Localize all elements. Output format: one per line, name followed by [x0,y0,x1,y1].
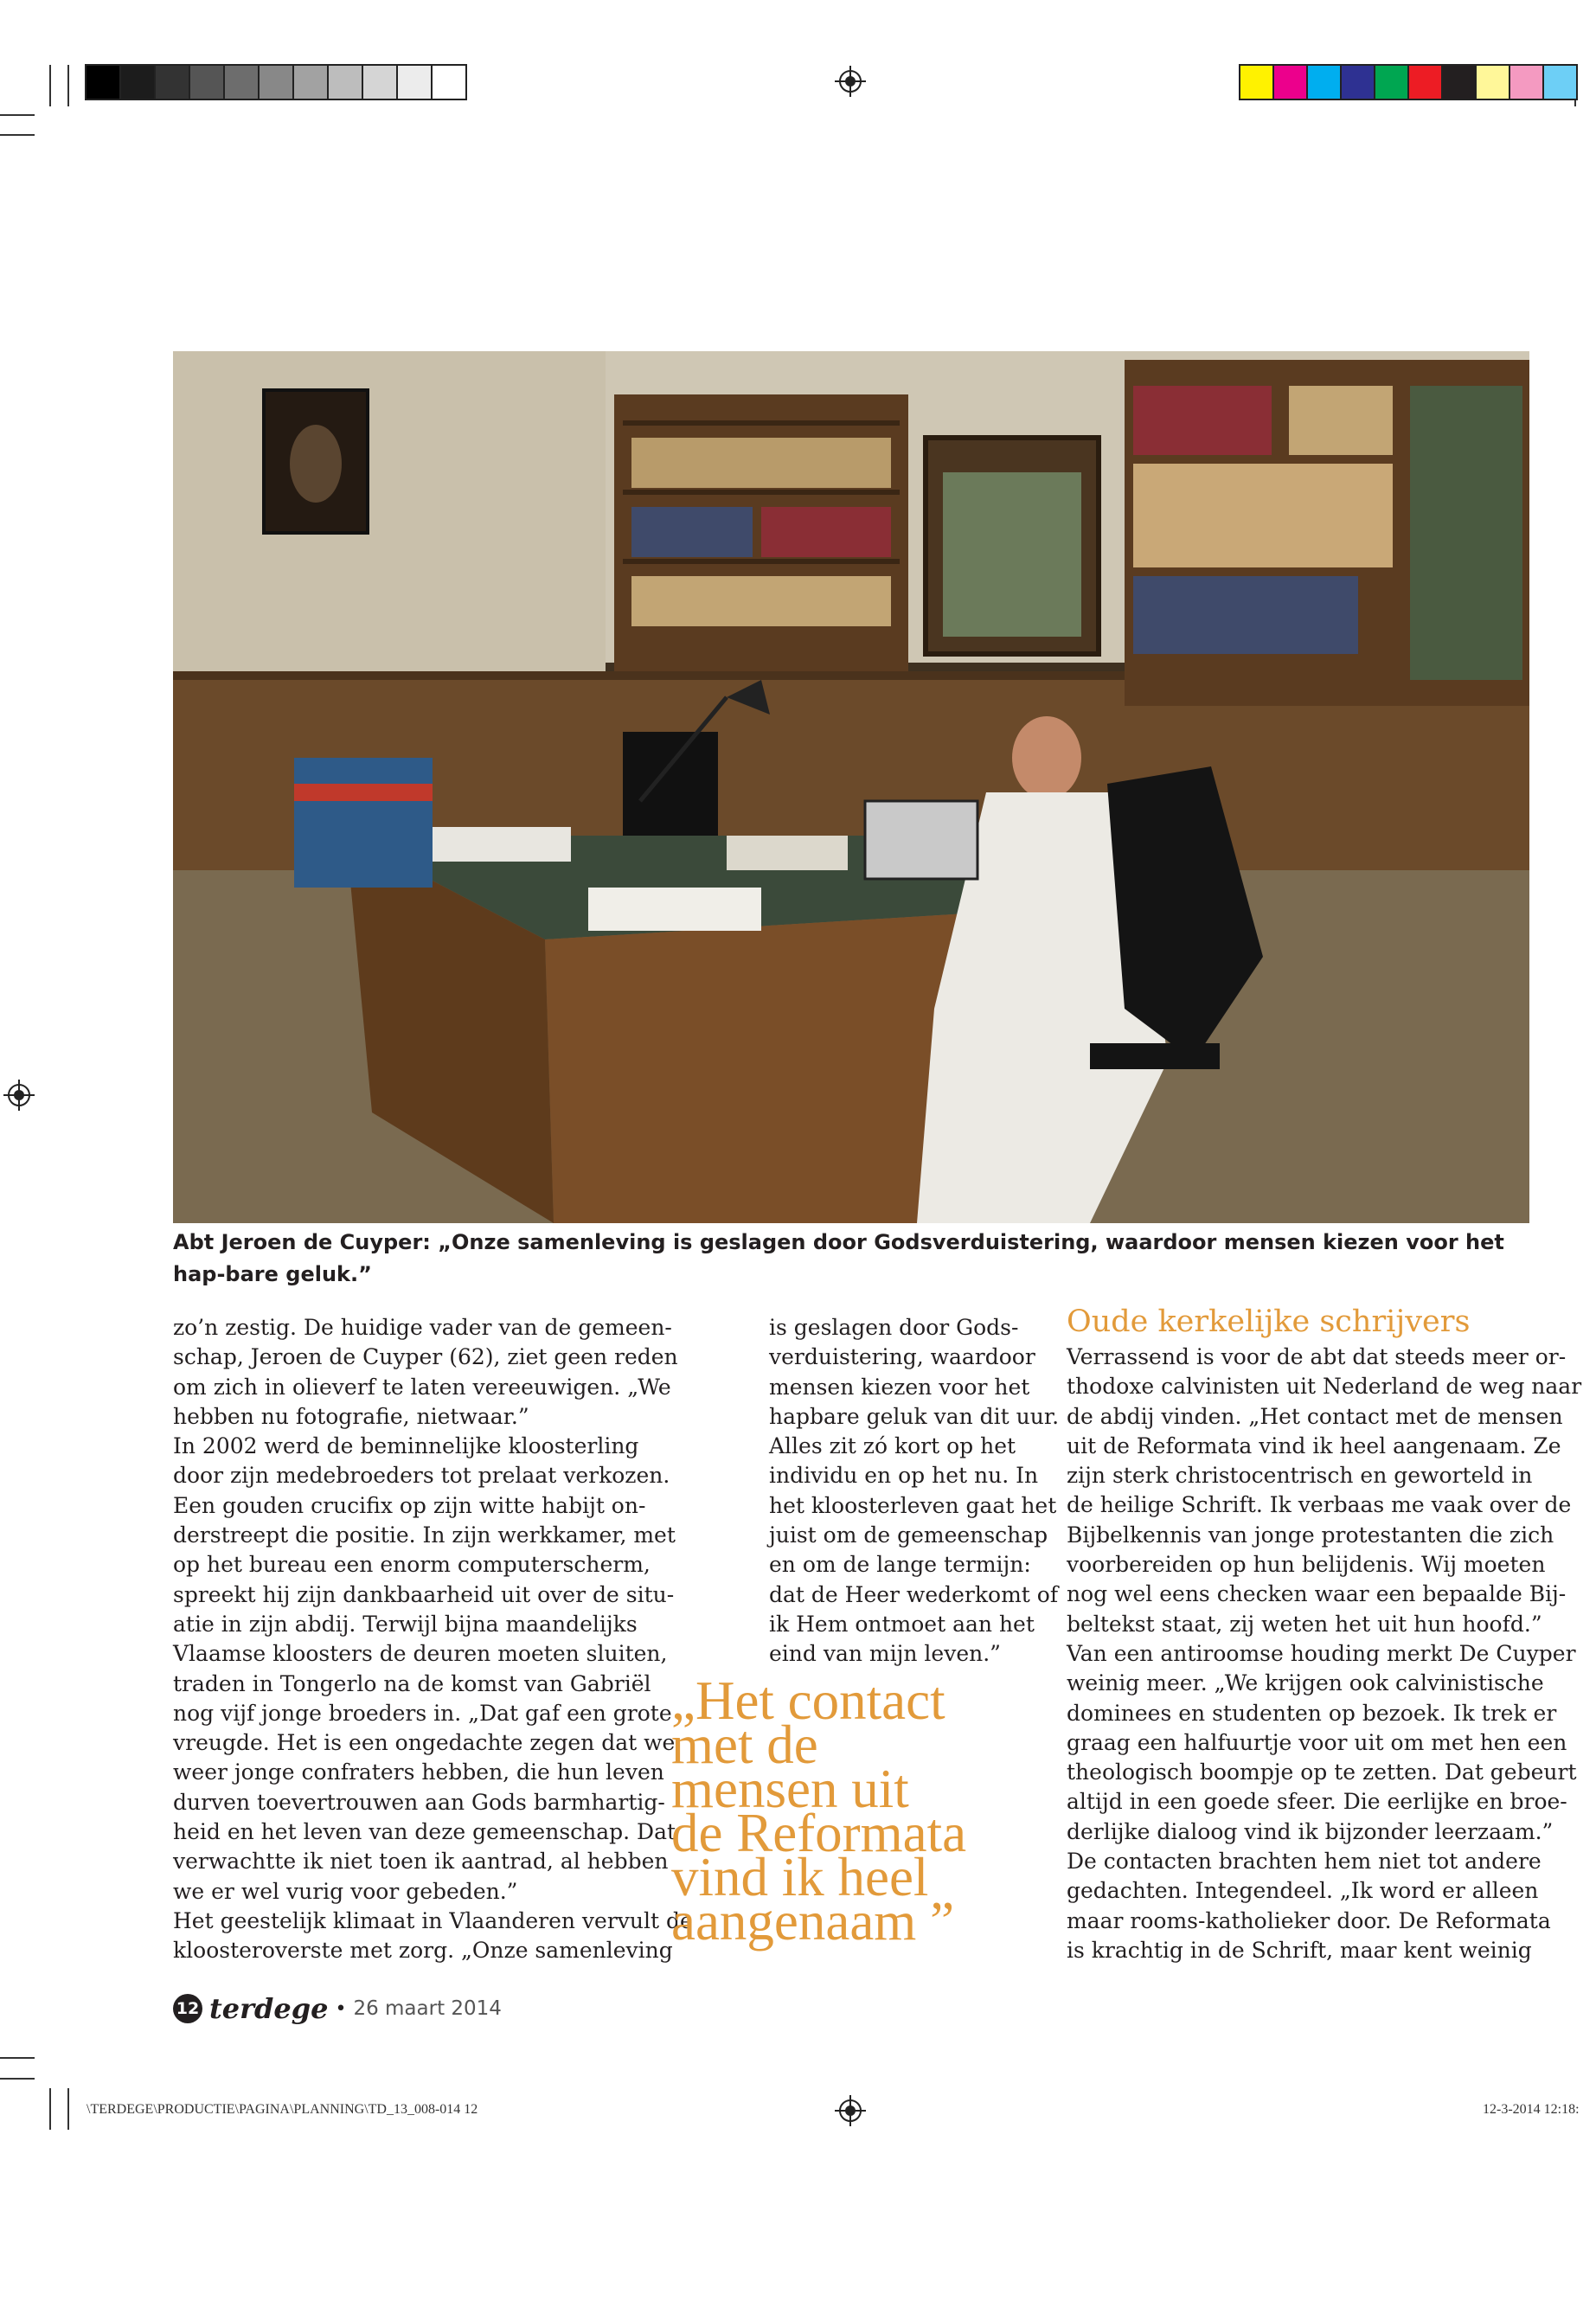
file-path-slug: \TERDEGE\PRODUCTIE\PAGINA\PLANNING\TD_13_008-014 12 [87,2102,478,2117]
body-text-line: hebben nu fotografie, nietwaar.” [173,1403,529,1429]
registration-mark-left [3,1080,35,1111]
crop-mark-top-left-v2 [67,65,69,106]
crop-mark-bottom-left-v1 [49,2088,51,2130]
body-text-line: Alles zit zó kort op het [769,1433,1016,1459]
crop-mark-top-left-v1 [49,65,51,106]
color-swatch [1544,66,1576,99]
registration-mark-bottom [835,2095,866,2126]
body-text-line: durven toevertrouwen aan Gods barmhartig- [173,1789,665,1815]
article-column-1 [173,1313,693,1966]
body-text-line: eind van mijn leven.” [769,1641,1001,1667]
page-footer [173,1992,502,2025]
body-text-line: dominees en studenten op bezoek. Ik trek er [1067,1700,1557,1726]
body-text-line: schap, Jeroen de Cuyper (62), ziet geen reden [173,1344,678,1370]
pull-quote-line: met de [671,1715,818,1775]
article-column-3 [1067,1343,1582,1965]
body-text-line: Bijbelkennis van jonge protestanten die zich [1067,1522,1554,1548]
pull-quote [671,1670,967,1952]
article-column-2 [769,1313,1060,1670]
body-text-line: is krachtig in de Schrift, maar kent weinig [1067,1937,1532,1963]
body-text-line: we er wel vurig voor gebeden.” [173,1878,518,1904]
registration-mark-top [835,66,866,97]
color-swatch [1274,66,1308,99]
color-swatch [1409,66,1443,99]
body-text-line: atie in zijn abdij. Terwijl bijna maandelijks [173,1611,638,1637]
magazine-logo: terdege [209,1992,329,2025]
color-swatch [1308,66,1342,99]
body-text-line: Vlaamse kloosters de deuren moeten sluiten, [173,1641,668,1667]
body-text-line: verduistering, waardoor [769,1344,1035,1370]
body-text-line: vreugde. Het is een ongedachte zegen dat we [173,1730,676,1756]
issue-date: 26 maart 2014 [353,1997,502,2020]
body-text-line: spreekt hij zijn dankbaarheid uit over de situ- [173,1581,675,1607]
body-text-line: gedachten. Integendeel. „Ik word er alleen [1067,1878,1539,1904]
body-text-line: weer jonge confraters hebben, die hun leven [173,1759,664,1785]
crop-mark-bottom-left-h2 [0,2078,35,2080]
body-text-line: Het geestelijk klimaat in Vlaanderen vervult de [173,1907,693,1933]
body-text-line: heid en het leven van deze gemeenschap. Dat [173,1819,676,1845]
body-text-line: derstreept die positie. In zijn werkkamer, met [173,1522,676,1548]
body-text-line: verwachtte ik niet toen ik aantrad, al hebben [173,1849,669,1875]
crop-mark-bottom-left-h1 [0,2057,35,2059]
pull-quote-line: mensen uit [671,1759,909,1819]
body-text-line: het kloosterleven gaat het [769,1492,1057,1518]
subheading: Oude kerkelijke schrijvers [1067,1304,1471,1339]
body-text-line: juist om de gemeenschap [769,1522,1048,1548]
body-text-line: altijd in een goede sfeer. Die eerlijke en broe- [1067,1789,1567,1815]
print-timestamp: 12-3-2014 12:18: [1483,2102,1580,2117]
pull-quote-line: vind ik heel [671,1847,929,1907]
body-text-line: derlijke dialoog vind ik bijzonder leerzaam.” [1067,1818,1554,1844]
body-text-line: de abdij vinden. „Het contact met de mensen [1067,1403,1563,1429]
photo-caption: Abt Jeroen de Cuyper: „Onze samenleving is geslagen door Godsverduistering, waardoor mensen kiezen voor het hap-bare geluk.” [173,1230,1504,1286]
color-swatch [1375,66,1409,99]
crop-mark-bottom-left-v2 [67,2088,69,2130]
color-swatch [1477,66,1510,99]
body-text-line: kloosteroverste met zorg. „Onze samenleving [173,1938,673,1964]
crop-mark-top-left-h1 [0,114,35,116]
pull-quote-line: aangenaam ” [671,1891,955,1952]
body-text-line: Van een antiroomse houding merkt De Cuyper [1067,1640,1576,1666]
body-text-line: is geslagen door Gods- [769,1315,1019,1340]
body-text-line: om zich in olieverf te laten vereeuwigen. „We [173,1374,671,1400]
color-swatch [1510,66,1544,99]
color-swatch [1240,66,1274,99]
body-text-line: individu en op het nu. In [769,1463,1039,1489]
body-text-line: graag een halfuurtje voor uit om met hen een [1067,1729,1567,1755]
color-calibration-bar [1239,64,1578,100]
page-number: 12 [173,1994,202,2023]
body-text-line: hapbare geluk van dit uur. [769,1403,1060,1429]
article-photo [173,351,1529,1223]
body-text-line: traden in Tongerlo na de komst van Gabriël [173,1670,651,1696]
body-text-line: theologisch boompje op te zetten. Dat gebeurt [1067,1759,1577,1785]
body-text-line: maar rooms-katholieker door. De Reformata [1067,1907,1551,1933]
pull-quote-line: de Reformata [671,1803,967,1863]
body-text-line: thodoxe calvinisten uit Nederland de weg naar [1067,1374,1582,1400]
body-text-line: In 2002 werd de beminnelijke kloosterling [173,1433,639,1459]
color-swatch [1443,66,1477,99]
body-text-line: zijn sterk christocentrisch en geworteld in [1067,1463,1533,1489]
body-text-line: voorbereiden op hun belijdenis. Wij moeten [1067,1552,1546,1578]
body-text-line: en om de lange termijn: [769,1552,1031,1578]
body-text-line: ik Hem ontmoet aan het [769,1611,1035,1637]
body-text-line: mensen kiezen voor het [769,1374,1030,1400]
body-text-line: dat de Heer wederkomt of [769,1581,1059,1607]
body-text-line: nog wel eens checken waar een bepaalde Bij- [1067,1581,1567,1607]
body-text-line: zo’n zestig. De huidige vader van de gemeen- [173,1315,672,1340]
body-text-line: De contacten brachten hem niet tot andere [1067,1849,1542,1875]
body-text-line: uit de Reformata vind ik heel aangenaam. Ze [1067,1433,1561,1458]
body-text-line: Verrassend is voor de abt dat steeds meer or- [1067,1344,1567,1369]
body-text-line: weinig meer. „We krijgen ook calvinistische [1067,1670,1544,1696]
color-swatch [1342,66,1375,99]
body-text-line: door zijn medebroeders tot prelaat verkozen. [173,1463,670,1489]
pull-quote-line: „Het contact [671,1670,945,1731]
body-text-line: Een gouden crucifix op zijn witte habijt on- [173,1492,646,1518]
body-text-line: nog vijf jonge broeders in. „Dat gaf een grote [173,1700,672,1726]
body-text-line: de heilige Schrift. Ik verbaas me vaak over de [1067,1492,1572,1518]
office-photo-illustration [173,351,1529,1223]
footer-separator: • [335,1997,347,2020]
body-text-line: op het bureau een enorm computerscherm, [173,1552,651,1578]
grey-calibration-bar [85,64,467,100]
body-text-line: beltekst staat, zij weten het uit hun hoofd.” [1067,1611,1542,1637]
crop-mark-top-left-h2 [0,134,35,136]
